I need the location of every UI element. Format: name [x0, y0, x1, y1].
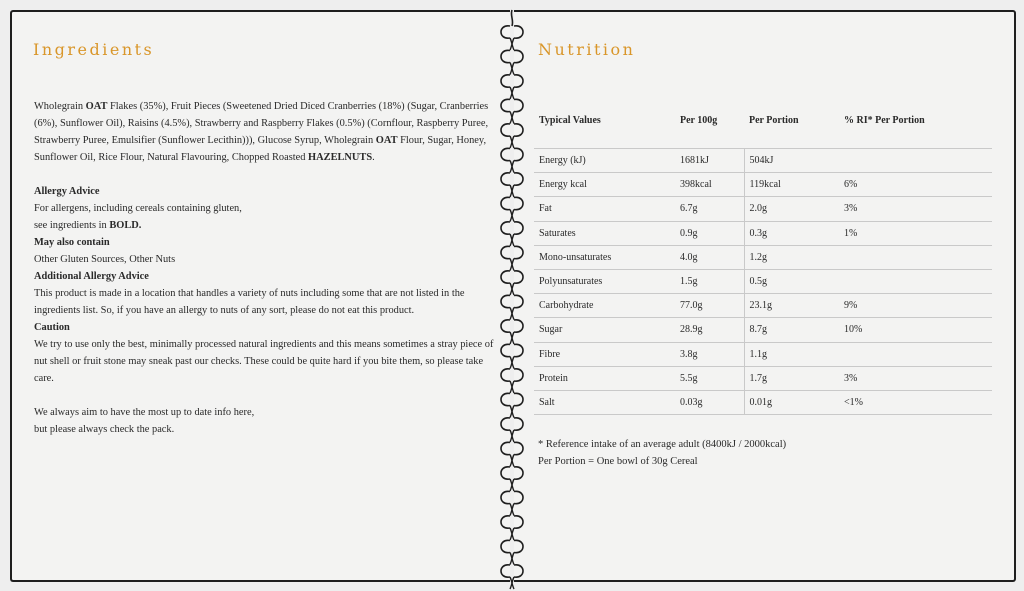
table-cell: 398kcal — [675, 173, 744, 197]
table-cell: Polyunsaturates — [534, 269, 675, 293]
allergy-bold-word: BOLD. — [109, 220, 142, 231]
may-contain-text: Other Gluten Sources, Other Nuts — [34, 254, 176, 265]
allergy-advice-title: Allergy Advice — [34, 186, 100, 197]
nutrition-heading: Nutrition — [538, 40, 636, 59]
table-cell: Carbohydrate — [534, 294, 675, 318]
nutrition-page — [514, 10, 1016, 582]
table-cell: 3% — [839, 366, 992, 390]
table-cell — [839, 245, 992, 269]
table-row — [534, 294, 992, 318]
table-cell: 9% — [839, 294, 992, 318]
table-cell: 3% — [839, 197, 992, 221]
table-cell — [839, 149, 992, 173]
allergy-advice-line1: For allergens, including cereals containing gluten, — [34, 203, 242, 214]
table-cell: <1% — [839, 390, 992, 414]
table-cell: 0.9g — [675, 221, 744, 245]
table-row — [534, 269, 992, 293]
table-cell: 77.0g — [675, 294, 744, 318]
table-row — [534, 366, 992, 390]
allergen-bold-word: OAT — [375, 135, 398, 146]
ingredients-segment: Flakes (35%), Fruit Pieces (Sweetened Dried Diced Cranberries (18%) (Sugar, Cranberries (6%), Sunflower Oil), Raisins (4.5%), Strawberry and Raspberry Flakes (0.5%) (Cornflour, Raspberry Puree, Strawberry Puree, Emulsifier (Sunflower Lecithin))), Glucose Syrup, Wholegrain — [34, 101, 489, 146]
table-cell: 1.7g — [744, 366, 839, 390]
ingredients-segment: . — [372, 152, 375, 163]
table-cell: 0.5g — [744, 269, 839, 293]
table-row — [534, 197, 992, 221]
table-cell: Sugar — [534, 318, 675, 342]
allergy-advice-line2: see ingredients in — [34, 220, 110, 231]
table-cell: Saturates — [534, 221, 675, 245]
table-cell: Salt — [534, 390, 675, 414]
table-row — [534, 318, 992, 342]
ingredients-page — [10, 10, 510, 582]
table-cell: 3.8g — [675, 342, 744, 366]
table-cell: 6.7g — [675, 197, 744, 221]
ingredients-segment: Flour, Sugar, Honey, Sunflower Oil, Rice Flour, Natural Flavouring, Chopped Roasted — [34, 135, 487, 163]
column-header: % RI* Per Portion — [844, 114, 925, 126]
caution-text: We try to use only the best, minimally processed natural ingredients and this means sometimes a stray piece of nut shell or fruit stone may sneak past our checks. These could be quite hard if you bite them, so please take care. — [34, 339, 494, 384]
table-cell: 1681kJ — [675, 149, 744, 173]
table-cell: Energy kcal — [534, 173, 675, 197]
table-row — [534, 149, 992, 173]
allergen-bold-word: HAZELNUTS — [308, 152, 373, 163]
table-cell: 504kJ — [744, 149, 839, 173]
ingredients-segment: Wholegrain — [34, 101, 86, 112]
may-contain-title: May also contain — [34, 237, 110, 248]
table-cell: Fat — [534, 197, 675, 221]
ingredients-heading: Ingredients — [33, 40, 155, 59]
nutrition-header-row — [534, 104, 992, 136]
table-cell: 0.01g — [744, 390, 839, 414]
table-cell — [839, 342, 992, 366]
table-row — [534, 245, 992, 269]
table-cell: 23.1g — [744, 294, 839, 318]
table-cell: Protein — [534, 366, 675, 390]
table-row — [534, 221, 992, 245]
allergen-bold-word: OAT — [85, 101, 108, 112]
ingredients-text — [34, 98, 494, 438]
table-cell: 1.1g — [744, 342, 839, 366]
table-cell: 10% — [839, 318, 992, 342]
table-row — [534, 342, 992, 366]
table-cell: 28.9g — [675, 318, 744, 342]
closing-line2: but please always check the pack. — [34, 424, 175, 435]
additional-allergy-title: Additional Allergy Advice — [34, 271, 149, 282]
table-cell: 1.2g — [744, 245, 839, 269]
column-header: Per 100g — [680, 114, 718, 126]
table-cell: 0.3g — [744, 221, 839, 245]
table-cell: Energy (kJ) — [534, 149, 675, 173]
caution-title: Caution — [34, 322, 70, 333]
column-header: Typical Values — [539, 114, 601, 126]
nutrition-table — [534, 104, 992, 415]
table-cell: 119kcal — [744, 173, 839, 197]
table-cell: Mono-unsaturates — [534, 245, 675, 269]
column-header: Per Portion — [749, 114, 799, 126]
table-row — [534, 173, 992, 197]
table-cell: 1.5g — [675, 269, 744, 293]
table-row — [534, 390, 992, 414]
table-cell: 2.0g — [744, 197, 839, 221]
table-cell: Fibre — [534, 342, 675, 366]
closing-line1: We always aim to have the most up to date info here, — [34, 407, 255, 418]
table-cell — [839, 269, 992, 293]
spiral-binding-icon — [488, 0, 536, 591]
table-cell: 0.03g — [675, 390, 744, 414]
table-cell: 5.5g — [675, 366, 744, 390]
table-cell: 6% — [839, 173, 992, 197]
reference-intake-note: * Reference intake of an average adult (8400kJ / 2000kcal) — [538, 439, 787, 450]
table-cell: 8.7g — [744, 318, 839, 342]
additional-allergy-text: This product is made in a location that handles a variety of nuts including some that are not listed in the ingredients list. So, if you have an allergy to nuts of any sort, please do not eat this product. — [34, 288, 465, 316]
ingredients-list — [34, 98, 494, 166]
table-cell: 1% — [839, 221, 992, 245]
portion-note: Per Portion = One bowl of 30g Cereal — [538, 456, 698, 467]
nutrition-footnotes — [538, 436, 786, 470]
table-cell: 4.0g — [675, 245, 744, 269]
